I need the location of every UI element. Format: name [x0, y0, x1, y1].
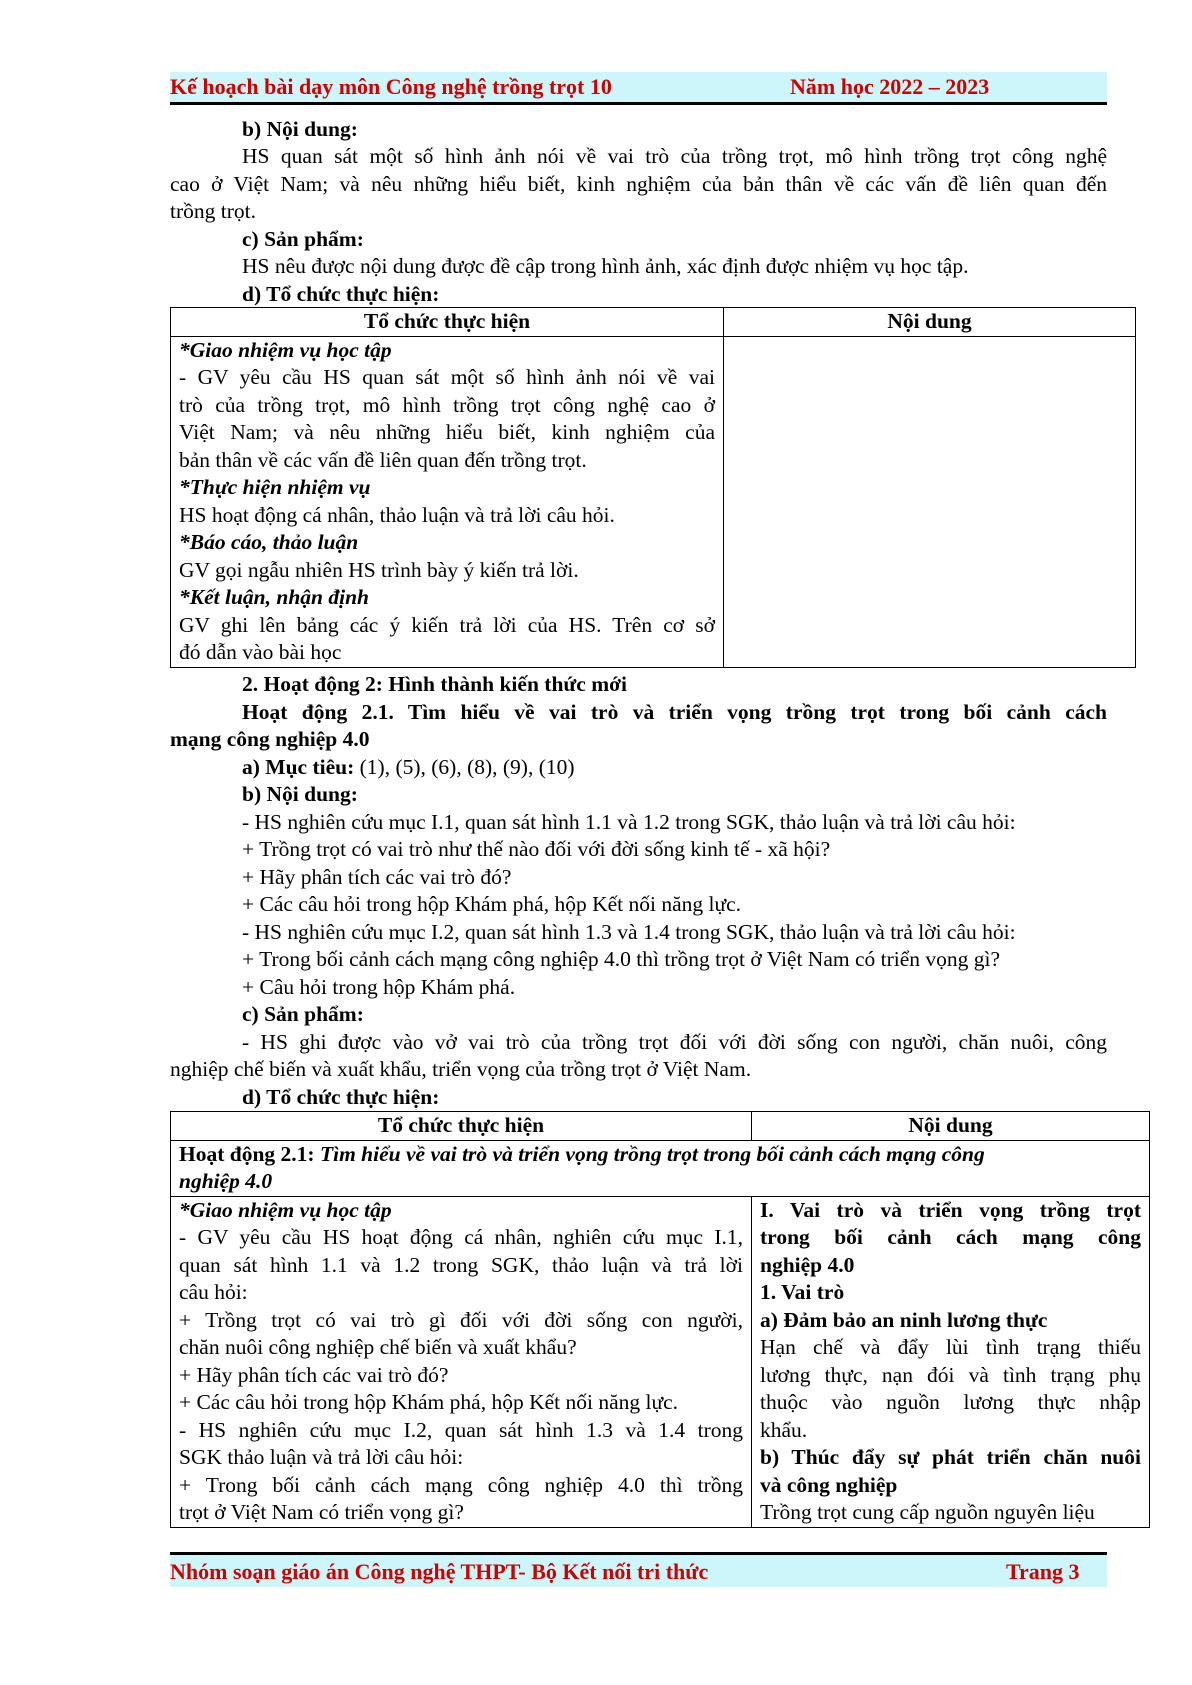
section-d-heading: d) Tổ chức thực hiện:	[242, 282, 440, 306]
section-title-line: nghiệp 4.0	[760, 1252, 855, 1277]
task-line: trọt ở Việt Nam có triển vọng gì?	[179, 1500, 464, 1524]
section-title-line: trong bối cảnh cách mạng công	[760, 1225, 1141, 1249]
page-footer	[170, 1552, 1107, 1587]
role-a-text: thuộc vào nguồn lương thực nhập	[760, 1390, 1141, 1414]
header-school-year: Năm học 2022 – 2023	[790, 74, 990, 99]
role-a-text: khẩu.	[760, 1417, 808, 1442]
content-line: - HS nghiên cứu mục I.2, quan sát hình 1.3 và 1.4 trong SGK, thảo luận và trả lời câu hỏi:	[242, 920, 1016, 944]
task-assign-label: *Giao nhiệm vụ học tập	[179, 337, 392, 362]
section-b-text-line2: cao ở Việt Nam; và nêu những hiểu biết, kinh nghiệm của bản thân về các vấn đề liên quan đến	[170, 172, 1107, 196]
content-line: + Câu hỏi trong hộp Khám phá.	[242, 975, 516, 999]
goal-value: (1), (5), (6), (8), (9), (10)	[354, 755, 575, 779]
section-c-heading: c) Sản phẩm:	[242, 227, 364, 251]
table2-header-organization: Tổ chức thực hiện	[171, 1112, 752, 1141]
table-cell-organization	[171, 336, 724, 667]
header-title: Kế hoạch bài dạy môn Công nghệ trồng trọt 10	[170, 74, 612, 99]
task-line: Việt Nam; và nêu những hiểu biết, kinh nghiệm của	[179, 420, 715, 444]
task-line: + Hãy phân tích các vai trò đó?	[179, 1362, 449, 1387]
task-line: + Trong bối cảnh cách mạng công nghiệp 4.0 thì trồng	[179, 1472, 743, 1497]
task-line: trò của trồng trọt, mô hình trồng trọt công nghệ cao ở	[179, 392, 715, 417]
role-a-text: lương thực, nạn đói và tình trạng phụ	[760, 1362, 1141, 1387]
role-b-heading: b) Thúc đẩy sự phát triển chăn nuôi	[760, 1445, 1141, 1469]
task-line: bản thân về các vấn đề liên quan đến trồng trọt.	[179, 447, 587, 472]
content-line: + Trồng trọt có vai trò như thế nào đối với đời sống kinh tế - xã hội?	[242, 837, 831, 861]
activity-title: Tìm hiểu về vai trò và triển vọng trồng trọt trong bối cảnh cách mạng công	[314, 1141, 985, 1166]
task-line: SGK thảo luận và trả lời câu hỏi:	[179, 1445, 464, 1469]
task-line: HS hoạt động cá nhân, thảo luận và trả lời câu hỏi.	[179, 502, 615, 527]
task-line: câu hỏi:	[179, 1280, 248, 1304]
goal-label: a) Mục tiêu:	[242, 755, 355, 779]
role-a-heading: a) Đảm bảo an ninh lương thực	[760, 1307, 1048, 1332]
content-line: - HS nghiên cứu mục I.1, quan sát hình 1.1 và 1.2 trong SGK, thảo luận và trả lời câu hỏi:	[242, 810, 1016, 834]
task-line: - GV yêu cầu HS quan sát một số hình ảnh nói về vai	[179, 365, 715, 389]
section-b-heading: b) Nội dung:	[242, 117, 358, 141]
table-header-content: Nội dung	[724, 308, 1136, 337]
task-line: + Trồng trọt có vai trò gì đối với đời sống con người,	[179, 1307, 743, 1332]
task-report-label: *Báo cáo, thảo luận	[179, 530, 359, 554]
task-line: - GV yêu cầu HS hoạt động cá nhân, nghiên cứu mục I.1,	[179, 1225, 743, 1249]
table-activity21	[170, 1111, 1150, 1528]
content-line: + Trong bối cảnh cách mạng công nghiệp 4.0 thì trồng trọt ở Việt Nam có triển vọng gì?	[242, 947, 1001, 971]
table-header-organization: Tổ chức thực hiện	[171, 308, 724, 337]
activity-label: Hoạt động 2.1:	[179, 1141, 315, 1166]
activity-title-line2: nghiệp 4.0	[179, 1169, 273, 1193]
task-line: chăn nuôi công nghiệp chế biến và xuất khẩu?	[179, 1335, 577, 1359]
task-line: GV gọi ngẫu nhiên HS trình bày ý kiến trả lời.	[179, 557, 579, 582]
table-warmup	[170, 307, 1136, 668]
table2-cell-content	[752, 1196, 1150, 1527]
task-conclude-label: *Kết luận, nhận định	[179, 585, 370, 609]
section-c-text: HS nêu được nội dung được đề cập trong hình ảnh, xác định được nhiệm vụ học tập.	[242, 254, 969, 278]
content-line: + Hãy phân tích các vai trò đó?	[242, 865, 512, 889]
role-heading: 1. Vai trò	[760, 1280, 845, 1304]
table-cell-content-empty	[724, 336, 1136, 667]
section-b-text-line3: trồng trọt.	[170, 199, 256, 223]
table2-activity-row	[171, 1140, 1150, 1196]
role-a-text: Hạn chế và đẩy lùi tình trạng thiếu	[760, 1335, 1141, 1359]
task-line: quan sát hình 1.1 và 1.2 trong SGK, thảo luận và trả lời	[179, 1252, 743, 1277]
task-do-label: *Thực hiện nhiệm vụ	[179, 475, 371, 499]
activity21-title-line2: mạng công nghiệp 4.0	[170, 727, 370, 751]
activity21-product-heading: c) Sản phẩm:	[242, 1002, 364, 1026]
role-b-heading: và công nghiệp	[760, 1472, 898, 1497]
footer-group-name: Nhóm soạn giáo án Công nghệ THPT- Bộ Kết nối tri thức	[170, 1559, 709, 1584]
table2-cell-organization	[171, 1196, 752, 1527]
activity21-goal	[242, 754, 575, 782]
product-line2: nghiệp chế biến và xuất khẩu, triển vọng của trồng trọt ở Việt Nam.	[170, 1057, 752, 1081]
task-line: - HS nghiên cứu mục I.2, quan sát hình 1.3 và 1.4 trong	[179, 1417, 743, 1442]
activity21-content-heading: b) Nội dung:	[242, 782, 358, 806]
activity21-org-heading: d) Tổ chức thực hiện:	[242, 1085, 440, 1109]
task-line: đó dẫn vào bài học	[179, 640, 342, 664]
role-b-text: Trồng trọt cung cấp nguồn nguyên liệu	[760, 1500, 1095, 1524]
activity21-title-line1: Hoạt động 2.1. Tìm hiểu về vai trò và triển vọng trồng trọt trong bối cảnh cách	[242, 700, 1107, 724]
task-line: + Các câu hỏi trong hộp Khám phá, hộp Kết nối năng lực.	[179, 1390, 679, 1414]
task-line: GV ghi lên bảng các ý kiến trả lời của HS. Trên cơ sở	[179, 612, 715, 637]
table2-header-content: Nội dung	[752, 1112, 1150, 1141]
content-line: + Các câu hỏi trong hộp Khám phá, hộp Kết nối năng lực.	[242, 892, 742, 916]
page-header	[170, 72, 1107, 105]
product-line1: - HS ghi được vào vở vai trò của trồng trọt đối với đời sống con người, chăn nuôi, công	[242, 1030, 1107, 1054]
section-title-line: I. Vai trò và triển vọng trồng trọt	[760, 1197, 1141, 1222]
page-number: Trang 3	[1006, 1559, 1080, 1584]
task-assign-label: *Giao nhiệm vụ học tập	[179, 1197, 392, 1222]
activity2-title: 2. Hoạt động 2: Hình thành kiến thức mới	[242, 672, 628, 696]
section-b-text-line1: HS quan sát một số hình ảnh nói về vai trò của trồng trọt, mô hình trồng trọt công nghệ	[242, 144, 1107, 168]
